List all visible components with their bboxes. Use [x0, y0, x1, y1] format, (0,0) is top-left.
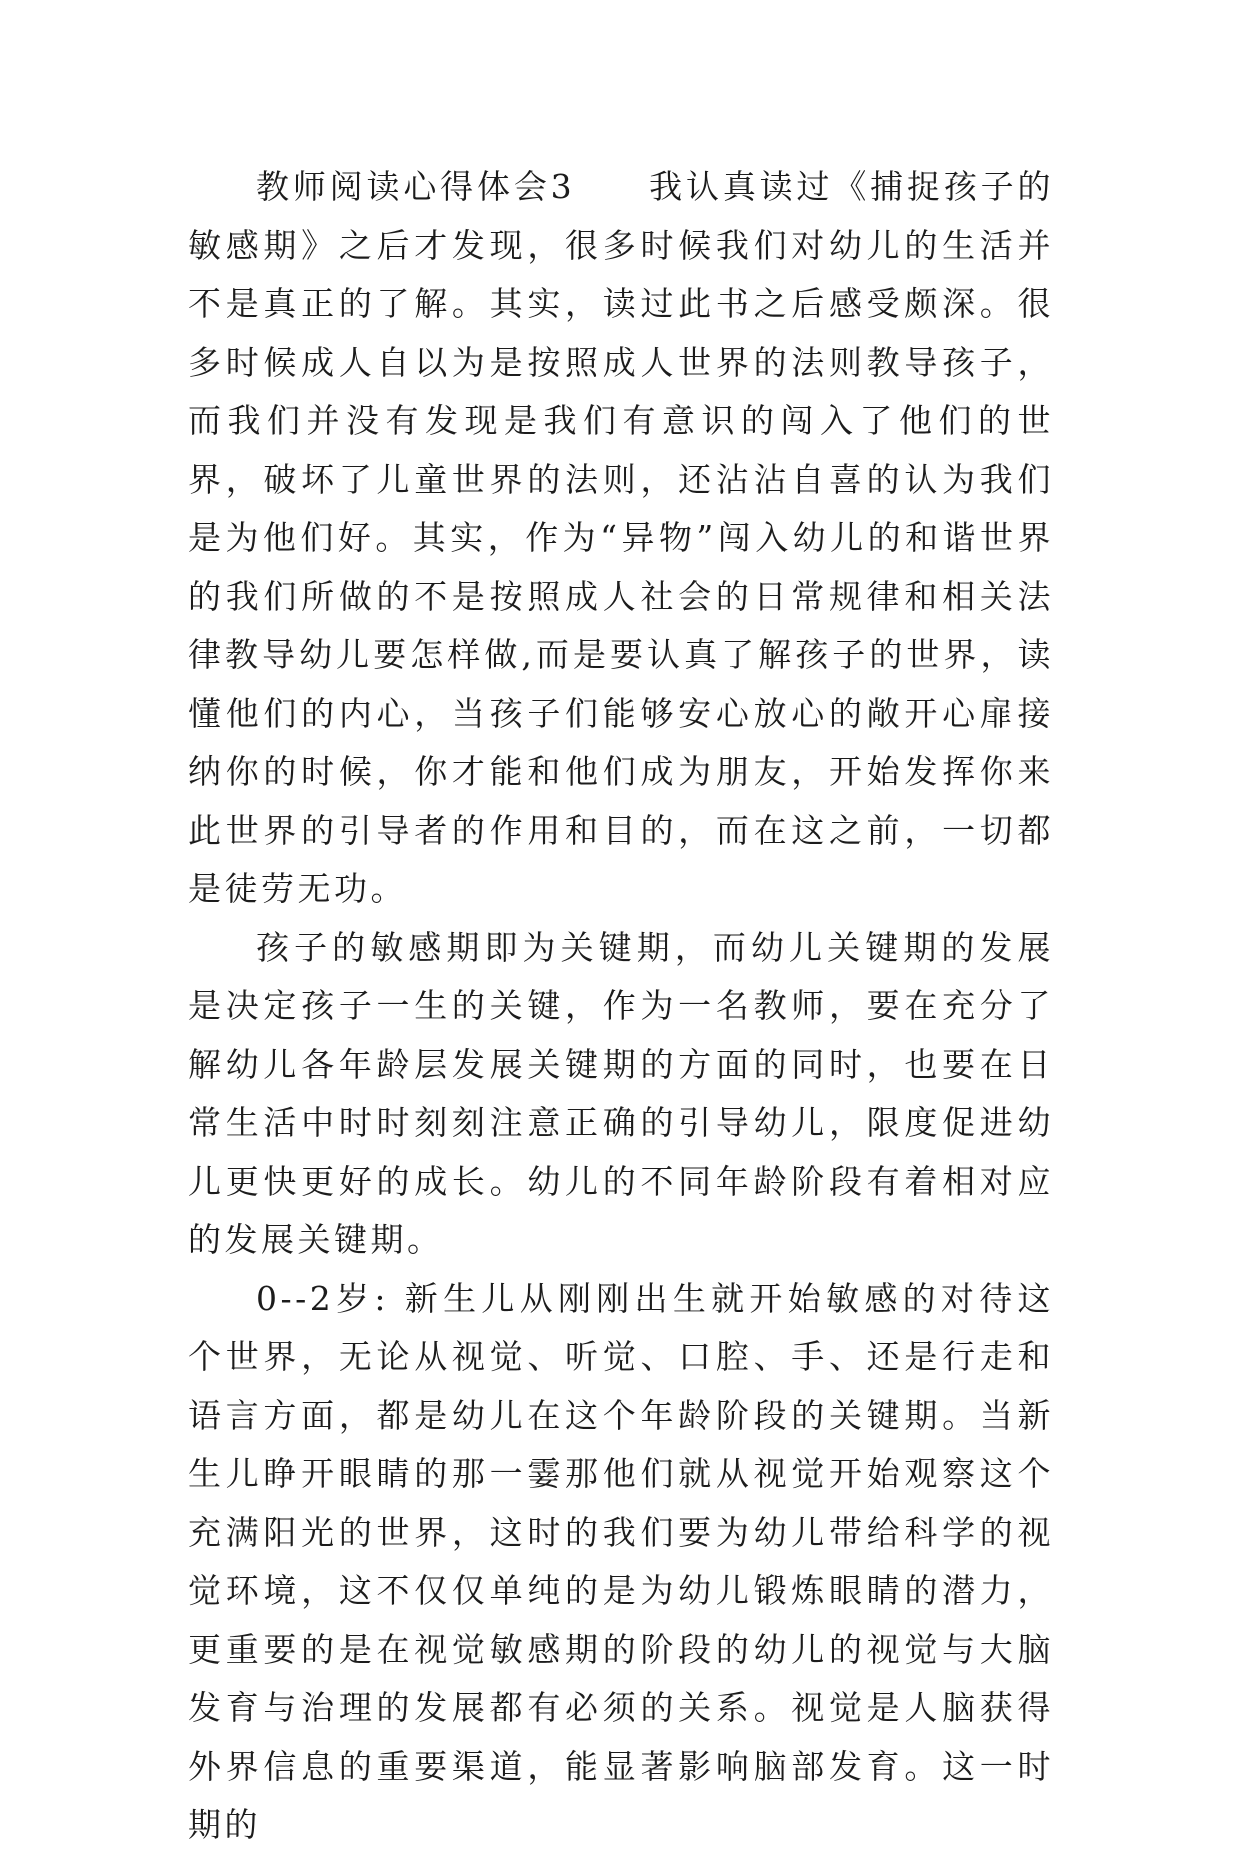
- document-body: [188, 158, 1054, 1855]
- paragraph-3: 0--2岁: 新生儿从刚刚出生就开始敏感的对待这个世界，无论从视觉、听觉、口腔、手、还是行走和语言方面，都是幼儿在这个年龄阶段的关键期。当新生儿睁开眼睛的那一霎那他们就从视觉开始观察这个充满阳光的世界，这时的我们要为幼儿带给科学的视觉环境，这不仅仅单纯的是为幼儿锻炼眼睛的潜力，更重要的是在视觉敏感期的阶段的幼儿的视觉与大脑发育与治理的发展都有必须的关系。视觉是人脑获得外界信息的重要渠道，能显著影响脑部发育。这一时期的: [188, 1278, 1054, 1844]
- paragraph-1: 教师阅读心得体会3 我认真读过《捕捉孩子的敏感期》之后才发现，很多时候我们对幼儿的生活并不是真正的了解。其实，读过此书之后感受颇深。很多时候成人自以为是按照成人世界的法则教导孩子，而我们并没有发现是我们有意识的闯入了他们的世界，破坏了儿童世界的法则，还沾沾自喜的认为我们是为他们好。其实，作为“异物”闯入幼儿的和谐世界的我们所做的不是按照成人社会的日常规律和相关法律教导幼儿要怎样做,而是要认真了解孩子的世界，读懂他们的内心，当孩子们能够安心放心的敞开心扉接纳你的时候，你才能和他们成为朋友，开始发挥你来此世界的引导者的作用和目的，而在这之前，一切都是徒劳无功。: [188, 167, 1054, 908]
- paragraph-2: 孩子的敏感期即为关键期，而幼儿关键期的发展是决定孩子一生的关键，作为一名教师，要在充分了解幼儿各年龄层发展关键期的方面的同时，也要在日常生活中时时刻刻注意正确的引导幼儿，限度促进幼儿更快更好的成长。幼儿的不同年龄阶段有着相对应的发展关键期。: [188, 927, 1054, 1259]
